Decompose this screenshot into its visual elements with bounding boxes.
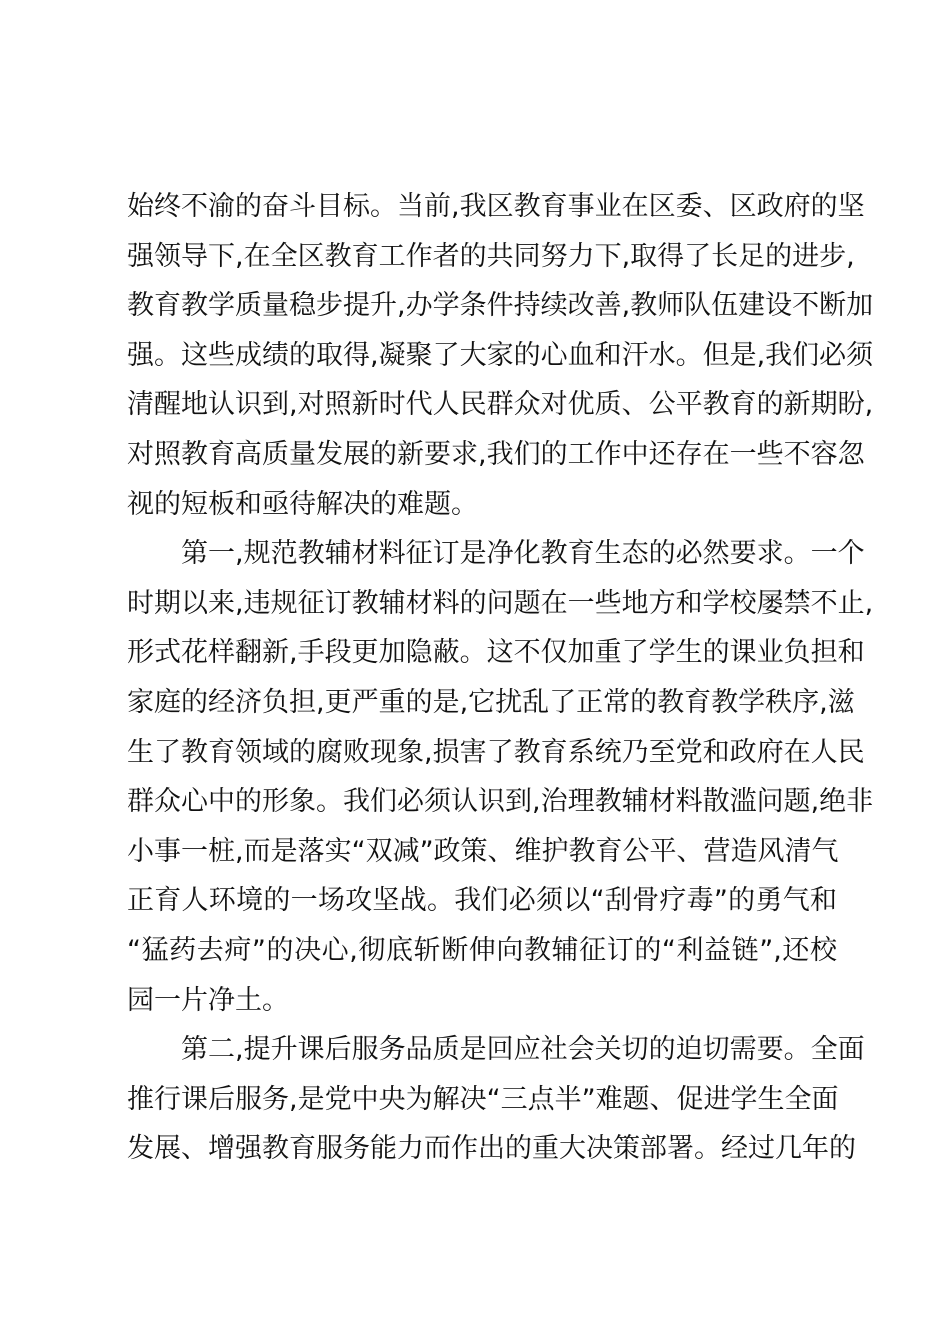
text-line: 形式花样翻新,手段更加隐蔽。这不仅加重了学生的课业负担和	[127, 637, 865, 669]
text-line: 家庭的经济负担,更严重的是,它扰乱了正常的教育教学秩序,滋	[127, 686, 855, 718]
text-line: 强。这些成绩的取得,凝聚了大家的心血和汗水。但是,我们必须	[127, 339, 874, 371]
text-line: 视的短板和亟待解决的难题。	[127, 488, 478, 520]
text-line: 始终不渝的奋斗目标。当前,我区教育事业在区委、区政府的坚	[127, 191, 865, 222]
text-line: 发展、增强教育服务能力而作出的重大决策部署。经过几年的	[127, 1133, 856, 1165]
text-line: 强领导下,在全区教育工作者的共同努力下,取得了长足的进步,	[127, 240, 855, 272]
text-line: 生了教育领域的腐败现象,损害了教育系统乃至党和政府在人民	[127, 736, 865, 768]
text-line: 小事一桩,而是落实“双减”政策、维护教育公平、营造风清气	[127, 835, 839, 867]
text-line: 第二,提升课后服务品质是回应社会关切的迫切需要。全面	[181, 1034, 865, 1066]
text-line: 教育教学质量稳步提升,办学条件持续改善,教师队伍建设不断加	[127, 290, 874, 322]
text-line: 正育人环境的一场攻坚战。我们必须以“刮骨疗毒”的勇气和	[127, 885, 837, 917]
text-line: 清醒地认识到,对照新时代人民群众对优质、公平教育的新期盼,	[127, 389, 874, 421]
text-line: 时期以来,违规征订教辅材料的问题在一些地方和学校屡禁不止,	[127, 587, 874, 619]
text-line: “猛药去疴”的决心,彻底斩断伸向教辅征订的“利益链”,还校	[127, 934, 837, 966]
text-line: 对照教育高质量发展的新要求,我们的工作中还存在一些不容忽	[127, 438, 865, 470]
text-line: 推行课后服务,是党中央为解决“三点半”难题、促进学生全面	[127, 1083, 839, 1115]
text-line: 群众心中的形象。我们必须认识到,治理教辅材料散滥问题,绝非	[127, 786, 874, 818]
text-line: 园一片净土。	[127, 984, 289, 1016]
text-line: 第一,规范教辅材料征订是净化教育生态的必然要求。一个	[181, 538, 865, 570]
body-text	[127, 182, 874, 1174]
